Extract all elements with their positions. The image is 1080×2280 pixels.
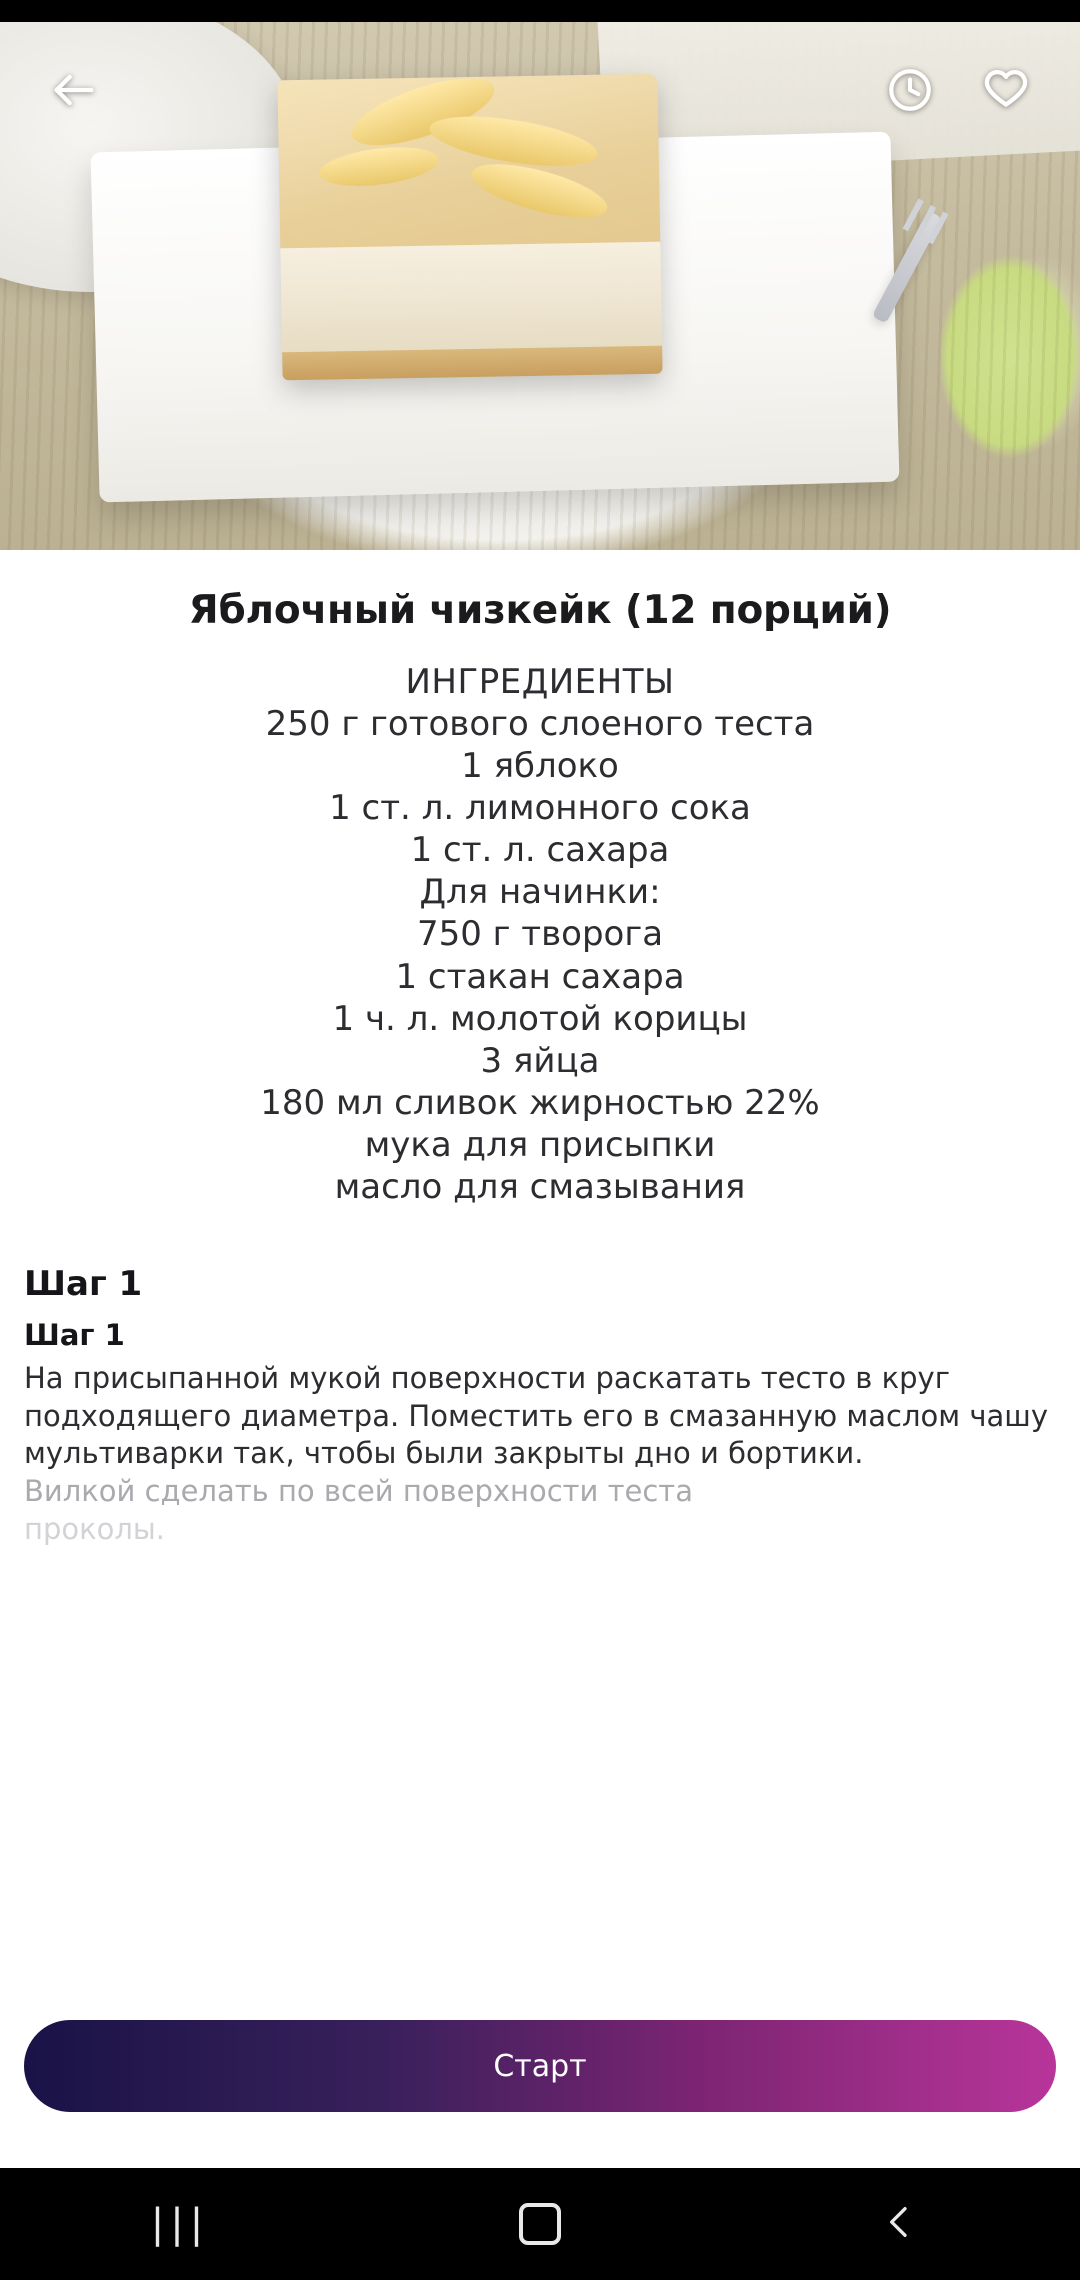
home-icon — [519, 2203, 561, 2245]
system-navigation-bar — [0, 2168, 1080, 2280]
step-text-faded: Вилкой сделать по всей поверхности теста — [24, 1474, 693, 1509]
step-label: Шаг 1 — [24, 1318, 125, 1353]
list-item: 180 мл сливок жирностью 22% — [260, 1082, 820, 1123]
step-description — [24, 1360, 1056, 1548]
recipe-hero-image — [0, 22, 1080, 550]
recents-icon: ||| — [150, 2201, 210, 2247]
step-section-title: Шаг 1 — [24, 1264, 143, 1305]
steps-section — [24, 1264, 1056, 1548]
list-item: Для начинки: — [419, 872, 661, 913]
cheesecake-filling — [280, 242, 662, 359]
clock-icon[interactable] — [878, 58, 942, 122]
status-bar — [0, 0, 1080, 22]
ingredients-heading: ИНГРЕДИЕНТЫ — [405, 662, 675, 702]
hero-toolbar — [0, 22, 1080, 158]
home-button[interactable] — [450, 2168, 630, 2280]
hero-actions — [878, 58, 1038, 122]
list-item: 3 яйца — [480, 1040, 600, 1081]
content-fade-overlay — [0, 1900, 1080, 2020]
list-item: мука для присыпки — [364, 1124, 716, 1165]
list-item: 1 ст. л. сахара — [410, 830, 670, 871]
list-item: 250 г готового слоеного теста — [265, 704, 815, 745]
step-text: На присыпанной мукой поверхности раскатать тесто в круг подходящего диаметра. Поместить его в смазанную маслом чашу мультиварки так, чтобы были закрыты дно и бортики. — [24, 1361, 1048, 1471]
back-arrow-icon[interactable] — [42, 58, 106, 122]
list-item: 1 ч. л. молотой корицы — [332, 998, 748, 1039]
recipe-content[interactable] — [0, 550, 1080, 2020]
back-chevron-icon — [880, 2202, 920, 2246]
list-item: 750 г творога — [416, 914, 664, 955]
start-button[interactable]: Старт — [24, 2020, 1056, 2112]
back-button[interactable] — [810, 2168, 990, 2280]
step-text-faded-end: проколы. — [24, 1511, 166, 1546]
ingredients-list — [24, 661, 1056, 1208]
list-item: 1 ст. л. лимонного сока — [329, 788, 751, 829]
list-item: масло для смазывания — [334, 1166, 746, 1207]
page-title: Яблочный чизкейк (12 порций) — [188, 588, 892, 633]
recents-button[interactable] — [90, 2168, 270, 2280]
heart-icon[interactable] — [974, 58, 1038, 122]
list-item: 1 стакан сахара — [395, 956, 685, 997]
cta-container — [0, 2020, 1080, 2168]
list-item: 1 яблоко — [461, 746, 619, 787]
